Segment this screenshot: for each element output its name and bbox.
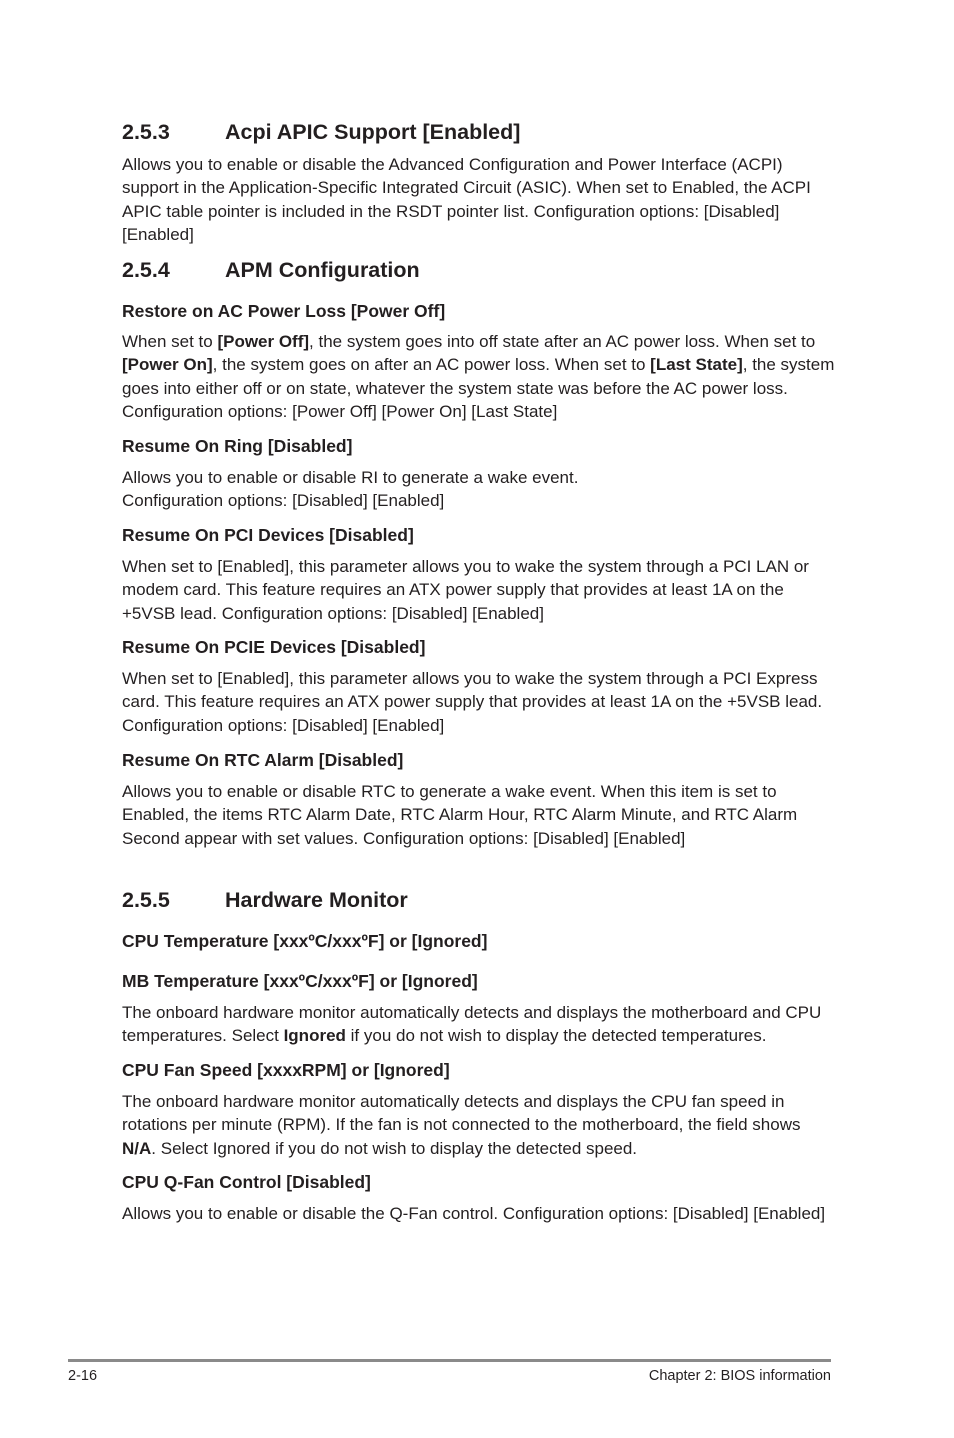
cpu-fan-speed-description: The onboard hardware monitor automatically detects and displays the CPU fan speed in rotations per minute (RPM). If the fan is not connected to the motherboard, the field shows N/A. Select Ignored if you do not wish to display the detected speed.	[122, 1092, 801, 1158]
section-number: 2.5.3	[122, 120, 170, 144]
resume-on-ring-description: Allows you to enable or disable RI to generate a wake event. Configuration options: [Disabled] [Enabled]	[122, 468, 579, 511]
page-number: 2-16	[68, 1368, 98, 1384]
section-title: Hardware Monitor	[225, 888, 408, 912]
cpu-qfan-control-description: Allows you to enable or disable the Q-Fan control. Configuration options: [Disabled] [Enabled]	[122, 1204, 826, 1223]
resume-on-pci-heading: Resume On PCI Devices [Disabled]	[122, 525, 414, 545]
resume-on-rtc-description: Allows you to enable or disable RTC to generate a wake event. When this item is set to Enabled, the items RTC Alarm Date, RTC Alarm Hour, RTC Alarm Minute, and RTC Alarm Second appear with set values. Configuration options: [Disabled] [Enabled]	[122, 782, 798, 848]
chapter-title: Chapter 2: BIOS information	[648, 1368, 831, 1384]
resume-on-pcie-heading: Resume On PCIE Devices [Disabled]	[122, 637, 426, 657]
section-heading-2-5-4	[122, 258, 420, 283]
cpu-qfan-control-heading: CPU Q-Fan Control [Disabled]	[122, 1172, 371, 1192]
section-heading-2-5-5	[122, 888, 408, 913]
temperature-description: The onboard hardware monitor automatically detects and displays the motherboard and CPU temperatures. Select Ignored if you do not wish to display the detected temperatures.	[122, 1003, 822, 1046]
section-title: Acpi APIC Support [Enabled]	[225, 120, 521, 144]
mb-temperature-heading: MB Temperature [xxxºC/xxxºF] or [Ignored]	[122, 971, 478, 991]
cpu-temperature-heading: CPU Temperature [xxxºC/xxxºF] or [Ignored]	[122, 931, 488, 951]
resume-on-rtc-heading: Resume On RTC Alarm [Disabled]	[122, 750, 404, 770]
acpi-apic-description: Allows you to enable or disable the Advanced Configuration and Power Interface (ACPI) support in the Application-Specific Integrated Circuit (ASIC). When set to Enabled, the ACPI APIC table pointer is included in the RSDT pointer list. Configuration options: [Disabled] [Enabled]	[122, 155, 811, 244]
resume-on-pci-description: When set to [Enabled], this parameter allows you to wake the system through a PCI LAN or modem card. This feature requires an ATX power supply that provides at least 1A on the +5VSB lead. Configuration options: [Disabled] [Enabled]	[122, 557, 809, 623]
section-number: 2.5.4	[122, 258, 170, 282]
restore-ac-power-loss-heading: Restore on AC Power Loss [Power Off]	[122, 301, 446, 321]
restore-ac-power-loss-description: When set to [Power Off], the system goes into off state after an AC power loss. When set to [Power On], the system goes on after an AC power loss. When set to [Last State], the system goes into either off or on state, whatever the system state was before the AC power loss. Configuration options: [Power Off] [Power On] [Last State]	[122, 332, 835, 421]
cpu-fan-speed-heading: CPU Fan Speed [xxxxRPM] or [Ignored]	[122, 1060, 450, 1080]
resume-on-ring-heading: Resume On Ring [Disabled]	[122, 436, 353, 456]
resume-on-pcie-description: When set to [Enabled], this parameter allows you to wake the system through a PCI Express card. This feature requires an ATX power supply that provides at least 1A on the +5VSB lead. Configuration options: [Disabled] [Enabled]	[122, 669, 823, 735]
section-heading-2-5-3	[122, 120, 520, 145]
section-number: 2.5.5	[122, 888, 170, 912]
footer-rule	[68, 1359, 831, 1362]
section-title: APM Configuration	[225, 258, 420, 282]
